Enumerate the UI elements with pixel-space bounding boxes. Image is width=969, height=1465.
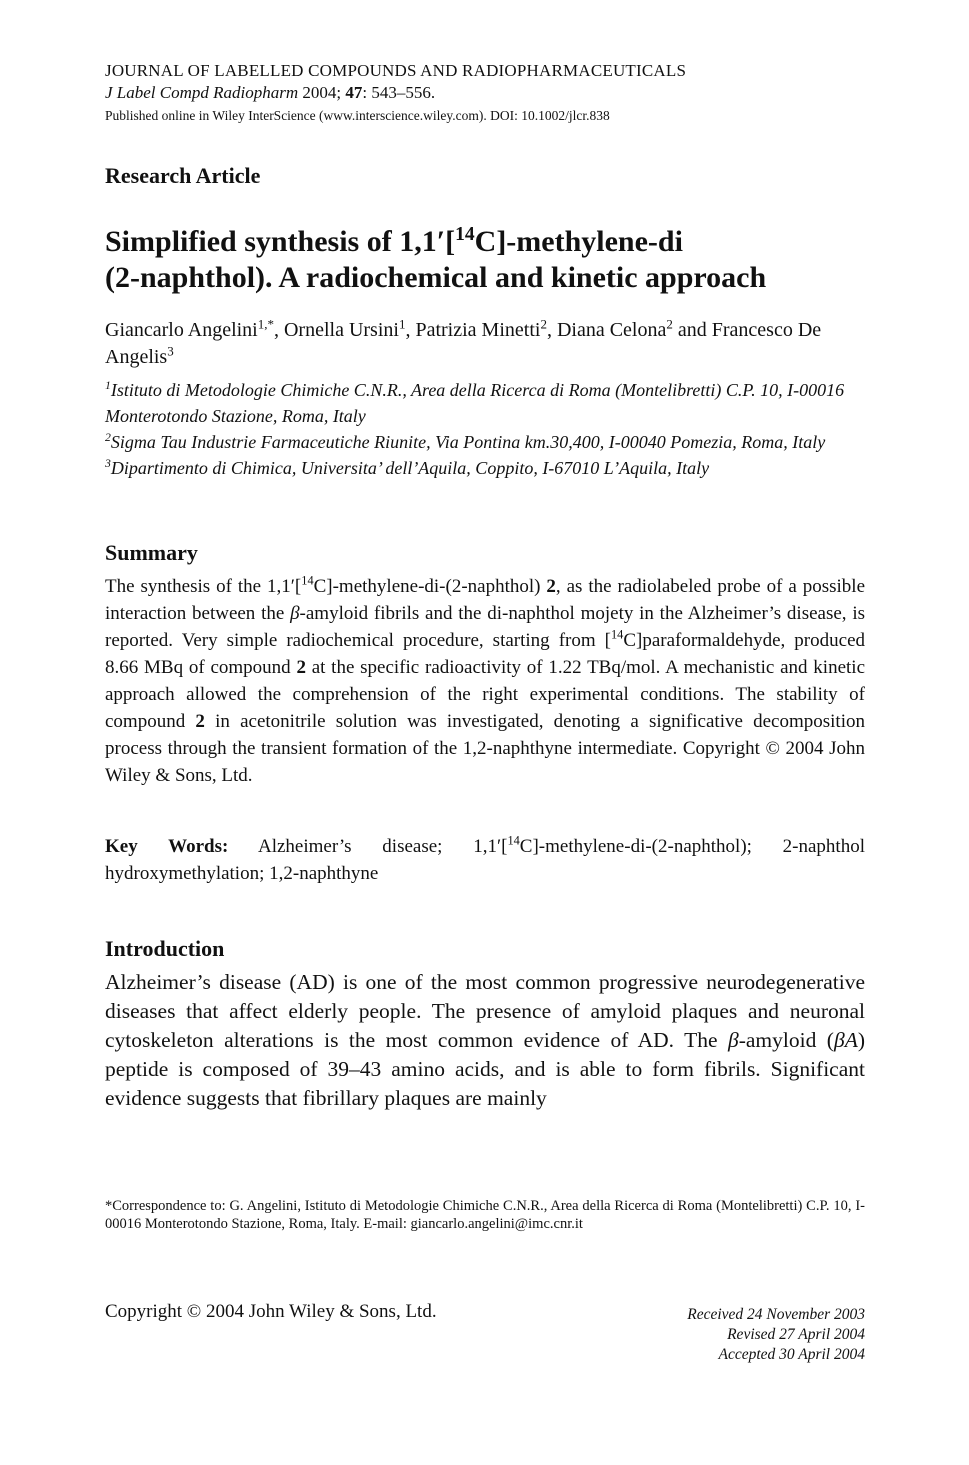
summary-heading: Summary [105, 540, 198, 565]
affiliation-text: Sigma Tau Industrie Farmaceutiche Riunite, Via Pontina km.30,400, I-00040 Pomezia, Roma, Italy [110, 432, 826, 452]
author-sep: , [273, 319, 284, 341]
summary-seg: C]paraformaldehyde, produced 8.66 MBq of compound [105, 630, 865, 678]
affiliation-num: 1 [105, 379, 111, 392]
publication-info: Published online in Wiley InterScience (www.interscience.wiley.com). DOI: 10.1002/jlcr.838 [105, 108, 610, 123]
summary-sup: 14 [610, 627, 624, 642]
beta-symbol: β [728, 1028, 739, 1052]
author-sup: 3 [167, 343, 174, 359]
keywords-sup: 14 [507, 833, 520, 848]
author-sep: , [546, 319, 557, 341]
author-sup: 2 [666, 316, 673, 332]
author-sep: , [405, 319, 416, 341]
author-list [105, 317, 865, 371]
journal-year: 2004; [302, 83, 342, 102]
compound-ref: 2 [546, 576, 556, 597]
author-sup: 2 [540, 316, 547, 332]
author-sup: 1 [398, 316, 406, 332]
author-name: Patrizia Minetti [415, 319, 541, 341]
journal-citation [105, 83, 865, 103]
summary-seg: at the specific radioactivity of 1.22 TBq/mol. A mechanistic and kinetic approach allowed the comprehension of the right experimental conditions. The stability of compound [105, 657, 866, 732]
correspondence-footnote: *Correspondence to: G. Angelini, Istituto di Metodologie Chimiche C.N.R., Area della Ricerca di Roma (Montelibretti) C.P. 10, I-00016 Monterotondo Stazione, Roma, Italy. E-mail: giancarlo.angelini@imc.cnr.it [105, 1198, 865, 1232]
summary-sup: 14 [301, 573, 314, 588]
beta-symbol: β [290, 603, 300, 624]
author-name: Giancarlo Angelini [105, 319, 258, 341]
affiliation-text: Istituto di Metodologie Chimiche C.N.R., Area della Ricerca di Roma (Montelibretti) C.P. 10, I-00016 Monterotondo Stazione, Roma, Italy [105, 380, 845, 426]
affiliation-item [105, 377, 865, 429]
author-name: Diana Celona [556, 319, 667, 341]
compound-ref: 2 [296, 657, 306, 678]
affiliation-item [105, 429, 865, 455]
keywords-seg: C]-methylene-di-(2-naphthol); 2-naphthol hydroxymethylation; 1,2-naphthyne [105, 836, 865, 884]
title-line2: (2-naphthol). A radiochemical and kinetic approach [105, 261, 767, 294]
keywords-seg: Alzheimer’s disease; 1,1′[ [228, 836, 508, 857]
summary-text [105, 573, 865, 789]
intro-seg: Alzheimer’s disease (AD) is one of the most common progressive neurodegenerative diseases that affect elderly people. The presence of amyloid plaques and neuronal cytoskeleton alterations is the most common evidence of AD. The [105, 970, 865, 1052]
summary-seg: , as the radiolabeled probe of a possible interaction between the [105, 576, 866, 624]
author-name: Francesco De Angelis [105, 319, 822, 368]
affiliation-num: 2 [105, 431, 111, 444]
title-part2: C]-methylene-di [474, 225, 683, 258]
revised-date: Revised 27 April 2004 [727, 1326, 865, 1343]
journal-abbrev: J Label Compd Radiopharm [105, 83, 299, 102]
summary-seg: C]-methylene-di-(2-naphthol) [313, 576, 547, 597]
article-dates [687, 1305, 865, 1365]
author-sup: 1,* [257, 316, 274, 332]
summary-seg: -amyloid fibrils and the di-naphthol mojety in the Alzheimer’s disease, is reported. Very simple radiochemical procedure, starting from [ [105, 603, 865, 651]
title-sup: 14 [455, 224, 475, 245]
copyright-line: Copyright © 2004 John Wiley & Sons, Ltd. [105, 1301, 437, 1322]
affiliation-num: 3 [105, 457, 111, 470]
received-date: Received 24 November 2003 [687, 1306, 865, 1323]
introduction-heading: Introduction [105, 936, 225, 961]
keywords-label: Key Words: [105, 836, 229, 857]
intro-seg: ) peptide is composed of 39–43 amino acids, and is able to form fibrils. Significant evidence suggests that fibrillary plaques are mainly [105, 1028, 865, 1110]
journal-volume: 47 [345, 83, 363, 102]
intro-seg: -amyloid ( [738, 1028, 834, 1052]
title-part1: Simplified synthesis of 1,1′[ [105, 225, 456, 258]
affiliation-list [105, 377, 865, 481]
affiliation-text: Dipartimento di Chimica, Universita’ dell’Aquila, Coppito, I-67010 L’Aquila, Italy [110, 458, 710, 478]
journal-name: JOURNAL OF LABELLED COMPOUNDS AND RADIOPHARMACEUTICALS [105, 61, 687, 80]
summary-seg: in acetonitrile solution was investigated, denoting a significative decomposition process through the transient formation of the 1,2-naphthyne intermediate. Copyright © 2004 John Wiley & Sons, Ltd. [105, 711, 865, 786]
keywords [105, 833, 865, 887]
beta-a-abbrev: βA [833, 1028, 858, 1052]
article-type: Research Article [105, 163, 261, 188]
journal-pages: : 543–556. [362, 83, 436, 102]
summary-seg: The synthesis of the 1,1′[ [105, 576, 302, 597]
introduction-text [105, 968, 865, 1113]
author-name: Ornella Ursini [283, 319, 399, 341]
compound-ref: 2 [195, 711, 205, 732]
affiliation-item [105, 455, 865, 481]
accepted-date: Accepted 30 April 2004 [718, 1346, 865, 1363]
author-sep: and [672, 319, 712, 341]
article-title [105, 224, 865, 296]
